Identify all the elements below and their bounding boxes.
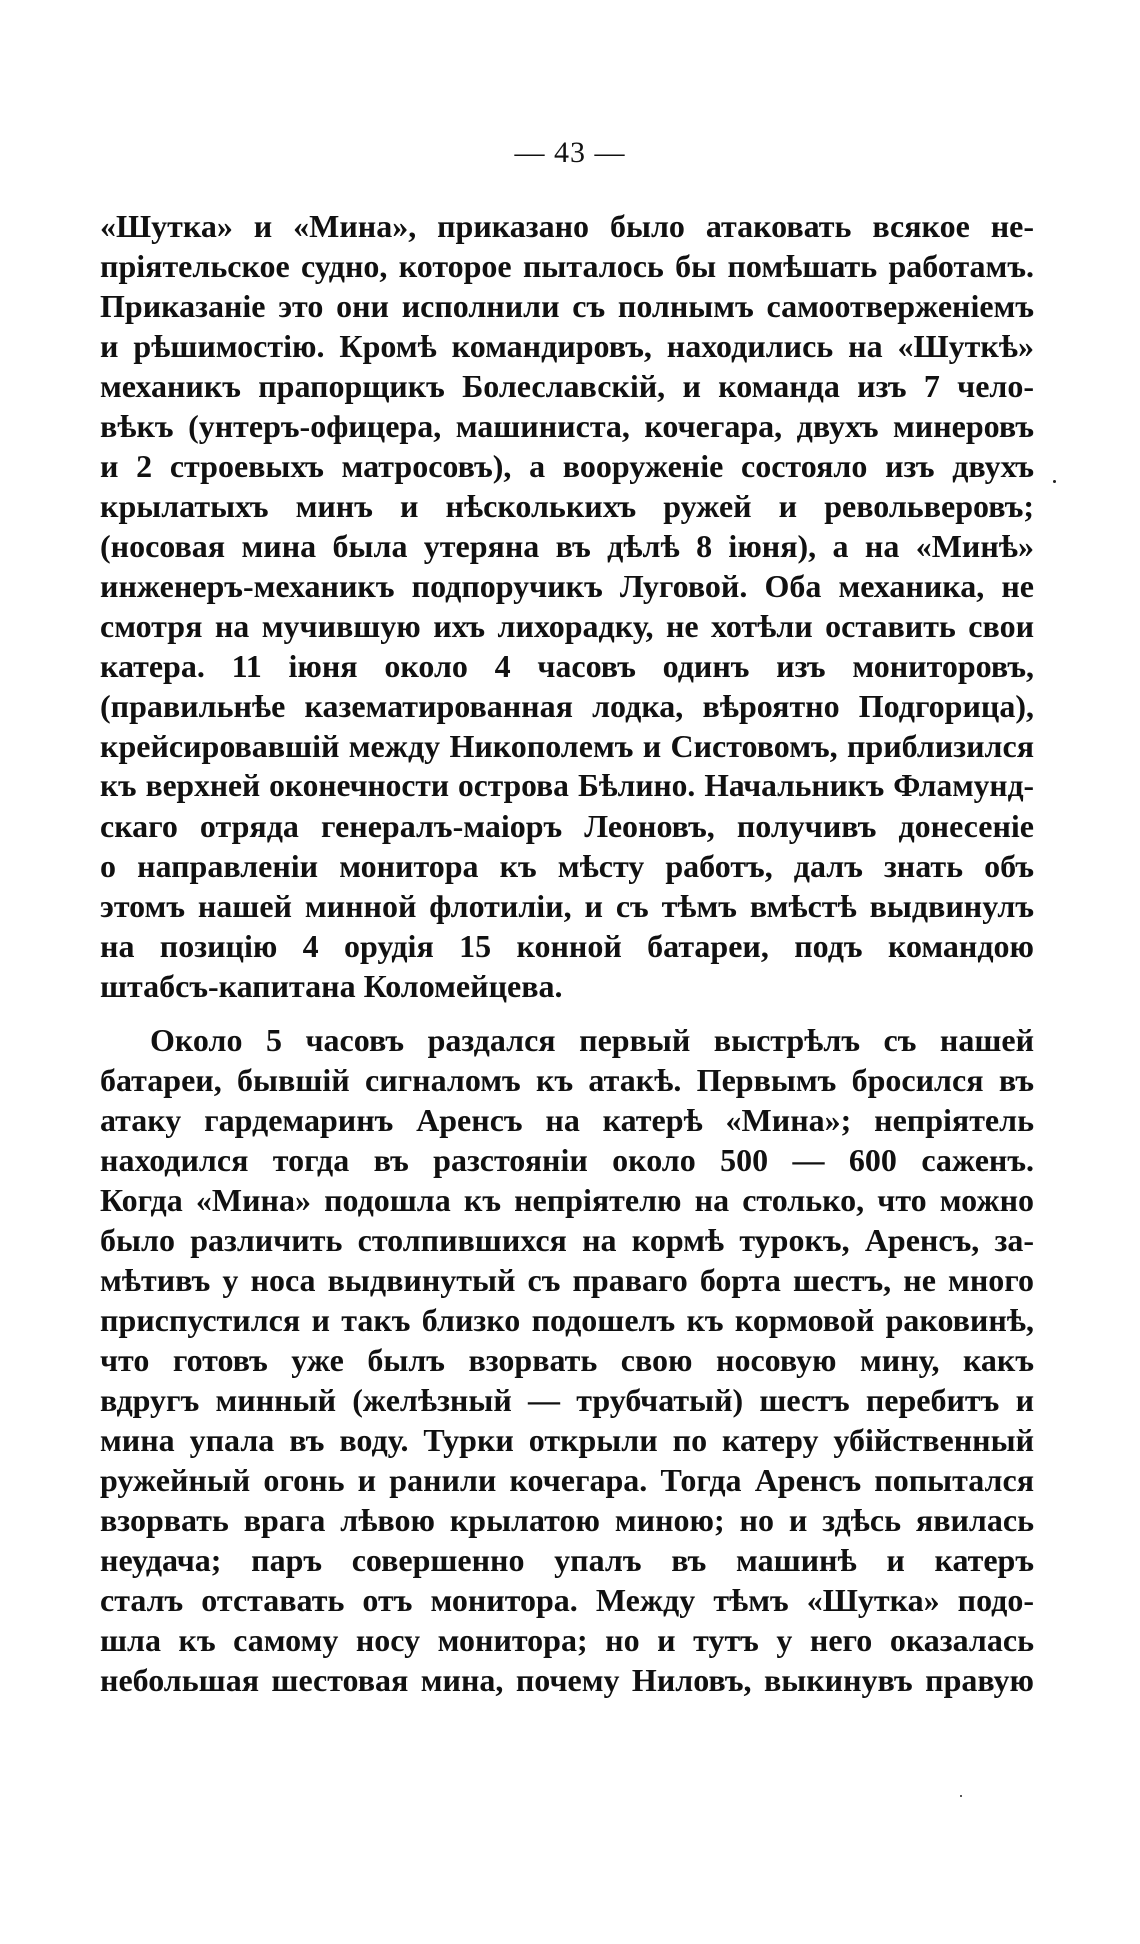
- text-line: механикъ прапорщикъ Болеславскій, и команда изъ 7 чело-: [100, 368, 1034, 404]
- text-line: скаго отряда генералъ-маіоръ Леоновъ, получивъ донесеніе: [100, 808, 1034, 844]
- text-line: батареи, бывшій сигналомъ къ атакѣ. Первымъ бросился въ: [100, 1062, 1034, 1098]
- text-line: (носовая мина была утеряна въ дѣлѣ 8 іюня), а на «Минѣ»: [100, 528, 1034, 564]
- text-line: о направленіи монитора къ мѣсту работъ, далъ знать объ: [100, 848, 1034, 884]
- text-line: что готовъ уже былъ взорвать свою носовую мину, какъ: [100, 1342, 1034, 1378]
- text-line: находился тогда въ разстояніи около 500 — 600 саженъ.: [100, 1142, 1034, 1178]
- text-line: штабсъ-капитана Коломейцева.: [100, 968, 563, 1004]
- text-line: катера. 11 іюня около 4 часовъ одинъ изъ мониторовъ,: [100, 648, 1034, 684]
- text-line: къ верхней оконечности острова Бѣлино. Начальникъ Фламунд-: [100, 768, 1034, 803]
- text-line: неудача; паръ совершенно упалъ въ машинѣ и катеръ: [100, 1542, 1034, 1578]
- text-line: этомъ нашей минной флотиліи, и съ тѣмъ вмѣстѣ выдвинулъ: [100, 888, 1034, 924]
- page-number: — 43 —: [514, 136, 626, 169]
- text-line: ружейный огонь и ранили кочегара. Тогда Аренсъ попытался: [100, 1462, 1034, 1498]
- text-line: и 2 строевыхъ матросовъ), а вооруженіе состояло изъ двухъ: [100, 448, 1034, 484]
- text-line: крылатыхъ минъ и нѣсколькихъ ружей и револьверовъ;: [100, 488, 1034, 524]
- ink-speck: [1053, 480, 1056, 483]
- text-line: мина упала въ воду. Турки открыли по катеру убійственный: [100, 1422, 1034, 1458]
- text-line: на позицію 4 орудія 15 конной батареи, подъ командою: [100, 928, 1034, 964]
- text-line: было различить столпившихся на кормѣ турокъ, Аренсъ, за-: [100, 1222, 1034, 1258]
- text-line: Когда «Мина» подошла къ непріятелю на столько, что можно: [100, 1182, 1034, 1218]
- text-line: атаку гардемаринъ Аренсъ на катерѣ «Мина»; непріятель: [100, 1102, 1034, 1138]
- text-line: крейсировавшій между Никополемъ и Систовомъ, приблизился: [100, 728, 1034, 764]
- text-line: инженеръ-механикъ подпоручикъ Луговой. Оба механика, не: [100, 568, 1034, 604]
- text-line: «Шутка» и «Мина», приказано было атаковать всякое не-: [100, 208, 1034, 244]
- text-line: приспустился и такъ близко подошелъ къ кормовой раковинѣ,: [100, 1302, 1034, 1338]
- text-line: Около 5 часовъ раздался первый выстрѣлъ съ нашей: [150, 1022, 1034, 1058]
- text-line: вдругъ минный (желѣзный — трубчатый) шестъ перебитъ и: [100, 1382, 1034, 1418]
- text-line: вѣкъ (унтеръ-офицера, машиниста, кочегара, двухъ минеровъ: [100, 408, 1034, 444]
- text-line: мѣтивъ у носа выдвинутый съ праваго борта шестъ, не много: [100, 1262, 1034, 1298]
- text-line: Приказаніе это они исполнили съ полнымъ самоотверженіемъ: [100, 288, 1034, 324]
- text-line: смотря на мучившую ихъ лихорадку, не хотѣли оставить свои: [100, 608, 1034, 644]
- ink-speck: [960, 1795, 962, 1797]
- text-line: и рѣшимостію. Кромѣ командировъ, находились на «Шуткѣ»: [100, 328, 1034, 364]
- text-line: небольшая шестовая мина, почему Ниловъ, выкинувъ правую: [100, 1662, 1034, 1698]
- text-line: взорвать врага лѣвою крылатою миною; но и здѣсь явилась: [100, 1502, 1034, 1538]
- text-line: (правильнѣе казематированная лодка, вѣроятно Подгорица),: [100, 688, 1034, 724]
- text-line: пріятельское судно, которое пыталось бы помѣшать работамъ.: [100, 248, 1034, 284]
- text-line: сталъ отставать отъ монитора. Между тѣмъ «Шутка» подо-: [100, 1582, 1034, 1618]
- text-line: шла къ самому носу монитора; но и тутъ у него оказалась: [100, 1622, 1034, 1658]
